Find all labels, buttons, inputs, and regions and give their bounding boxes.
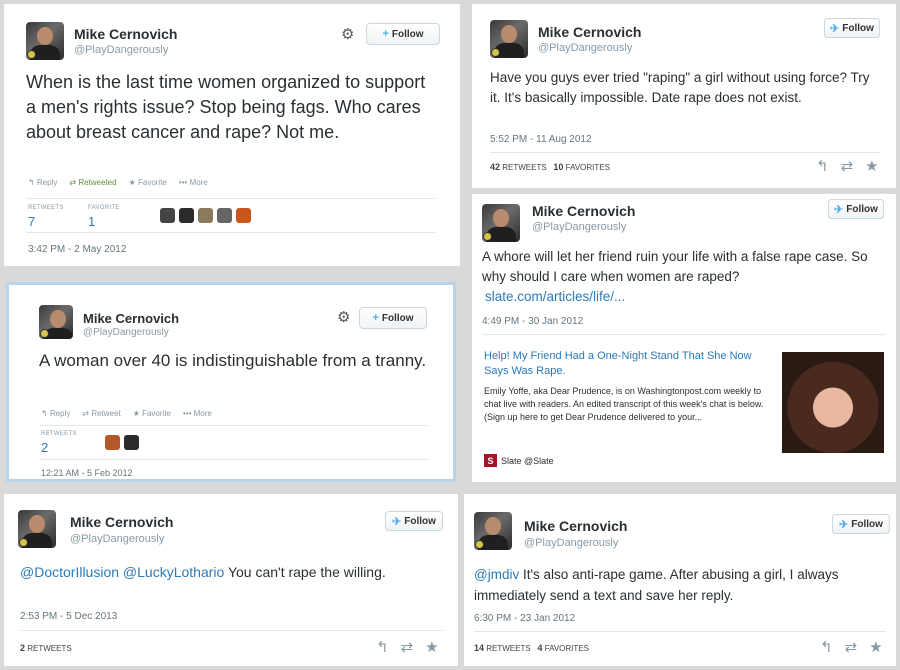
reply-action[interactable]: ↰ Reply: [28, 178, 58, 187]
tweet-card: [464, 494, 896, 666]
star-icon: ★: [132, 409, 140, 418]
follow-label: Follow: [846, 203, 878, 215]
tweet-text: When is the last time women organized to support a men's rights issue? Stop being fags. Who cares about breast cancer and rape? Not me.: [26, 72, 426, 142]
author-name[interactable]: Mike Cernovich: [74, 26, 178, 42]
person-icon: +: [372, 312, 379, 324]
avatar[interactable]: [26, 22, 64, 60]
person-icon: +: [382, 28, 389, 40]
star-icon[interactable]: ★: [865, 158, 879, 175]
retweet-icon: ⇄: [69, 178, 77, 187]
slate-logo-icon: S: [484, 454, 497, 467]
engagement-counts: 14 RETWEETS 4 FAVORITES: [474, 643, 589, 653]
divider: [474, 631, 886, 632]
tweet-text: Have you guys ever tried "raping" a girl without using force? Try it. It's basically impossible. Date rape does not exist.: [490, 70, 870, 105]
tweet-action-icons: [820, 638, 883, 656]
author-handle[interactable]: @PlayDangerously: [538, 42, 633, 54]
retweet-icon[interactable]: ⇄: [844, 639, 858, 656]
retweets-label: RETWEETS: [28, 205, 64, 211]
retweeter-avatar[interactable]: [179, 208, 194, 223]
favorite-label: FAVORITE: [88, 205, 120, 211]
twitter-bird-icon: ✈: [392, 515, 402, 528]
reply-icon: ↰: [28, 178, 35, 187]
author-name[interactable]: Mike Cernovich: [532, 203, 636, 219]
preview-source[interactable]: S Slate @Slate: [484, 454, 554, 467]
retweets-count[interactable]: 2: [41, 440, 49, 455]
article-link[interactable]: slate.com/articles/life/...: [485, 289, 626, 304]
follow-button[interactable]: [828, 199, 884, 219]
tweet-text: A whore will let her friend ruin your life with a false rape case. So why should I care when women are raped? slate.com/articles/life/...: [482, 249, 868, 304]
retweets-label: RETWEETS: [41, 431, 77, 437]
retweets-count[interactable]: 7: [28, 214, 36, 229]
twitter-bird-icon: ✈: [839, 518, 849, 531]
tweet-actions: [41, 409, 212, 418]
star-icon[interactable]: ★: [425, 639, 439, 656]
gear-icon[interactable]: ⚙: [341, 26, 355, 43]
author-handle[interactable]: @PlayDangerously: [74, 44, 169, 56]
divider: [39, 425, 429, 426]
retweeter-avatar[interactable]: [236, 208, 251, 223]
divider: [20, 630, 444, 631]
author-name[interactable]: Mike Cernovich: [524, 518, 628, 534]
follow-label: Follow: [391, 28, 424, 40]
reply-icon: ↰: [41, 409, 48, 418]
follow-label: Follow: [381, 312, 414, 324]
retweet-action[interactable]: ⇄ Retweet: [82, 409, 121, 418]
tweet-timestamp[interactable]: 4:49 PM - 30 Jan 2012: [482, 316, 584, 327]
retweeter-avatar[interactable]: [217, 208, 232, 223]
tweet-action-icons: [376, 638, 439, 656]
avatar[interactable]: [482, 204, 520, 242]
tweet-card: [472, 4, 896, 188]
more-action[interactable]: ••• More: [178, 178, 208, 187]
mention-link[interactable]: @DoctorIllusion: [20, 564, 120, 580]
retweeter-avatar[interactable]: [160, 208, 175, 223]
reply-icon[interactable]: ↰: [376, 639, 389, 656]
tweet-action-icons: [816, 157, 879, 175]
follow-button[interactable]: [832, 514, 890, 534]
more-action[interactable]: ••• More: [183, 409, 212, 418]
follow-button[interactable]: [824, 18, 880, 38]
avatar[interactable]: [490, 20, 528, 58]
more-icon: •••: [178, 178, 188, 187]
avatar[interactable]: [39, 305, 73, 339]
follow-button[interactable]: [359, 307, 427, 329]
follow-label: Follow: [842, 22, 874, 34]
retweeter-avatar[interactable]: [198, 208, 213, 223]
divider: [482, 334, 886, 335]
tweet-timestamp[interactable]: 6:30 PM - 23 Jan 2012: [474, 613, 576, 624]
mention-link[interactable]: @jmdiv: [474, 567, 520, 582]
divider: [39, 459, 429, 460]
author-name[interactable]: Mike Cernovich: [83, 311, 180, 326]
tweet-card: [4, 4, 460, 266]
author-handle[interactable]: @PlayDangerously: [83, 327, 169, 338]
author-handle[interactable]: @PlayDangerously: [532, 221, 627, 233]
retweet-icon[interactable]: ⇄: [400, 639, 414, 656]
tweet-card: [4, 494, 458, 666]
preview-image[interactable]: [782, 352, 884, 453]
engagement-counts: 2 RETWEETS: [20, 643, 72, 653]
retweet-icon[interactable]: ⇄: [840, 158, 854, 175]
retweeted-action[interactable]: ⇄ Retweeted: [69, 178, 117, 187]
follow-label: Follow: [404, 515, 436, 527]
favorite-action[interactable]: ★ Favorite: [128, 178, 167, 187]
tweet-actions: [28, 178, 208, 187]
author-handle[interactable]: @PlayDangerously: [524, 537, 619, 549]
author-handle[interactable]: @PlayDangerously: [70, 533, 165, 545]
retweeter-avatar[interactable]: [124, 435, 139, 450]
engagement-counts: 42 RETWEETS 10 FAVORITES: [490, 162, 610, 172]
gear-icon[interactable]: ⚙: [337, 309, 351, 326]
tweet-card: [6, 282, 456, 482]
tweet-card: [472, 194, 896, 482]
favorite-action[interactable]: ★ Favorite: [132, 409, 171, 418]
tweet-timestamp[interactable]: 3:42 PM - 2 May 2012: [28, 244, 127, 255]
tweet-timestamp[interactable]: 2:53 PM - 5 Dec 2013: [20, 611, 118, 622]
tweet-text: @DoctorIllusion @LuckyLothario You can't rape the willing.: [20, 564, 386, 580]
follow-button[interactable]: [366, 23, 440, 45]
avatar[interactable]: [474, 512, 512, 550]
reply-icon[interactable]: ↰: [820, 639, 833, 656]
author-name[interactable]: Mike Cernovich: [70, 514, 174, 530]
follow-label: Follow: [851, 518, 883, 530]
retweet-icon: ⇄: [82, 409, 90, 418]
author-name[interactable]: Mike Cernovich: [538, 24, 642, 40]
reply-action[interactable]: ↰ Reply: [41, 409, 71, 418]
star-icon: ★: [128, 178, 136, 187]
twitter-bird-icon: ✈: [834, 203, 844, 216]
mention-link[interactable]: @LuckyLothario: [122, 564, 225, 580]
retweeter-avatar[interactable]: [105, 435, 120, 450]
preview-summary: Emily Yoffe, aka Dear Prudence, is on Washingtonpost.com weekly to chat live with readers. An edited transcript of this week's chat is below. (Sign up here to get Dear Prudence delivered to your...: [484, 386, 764, 422]
tweet-text: @jmdiv It's also anti-rape game. After abusing a girl, I always immediately send a text and save her reply.: [474, 567, 839, 603]
preview-title[interactable]: Help! My Friend Had a One-Night Stand That She Now Says Was Rape.: [484, 350, 752, 377]
avatar[interactable]: [18, 510, 56, 548]
more-icon: •••: [183, 409, 192, 418]
divider: [26, 232, 436, 233]
follow-button[interactable]: [385, 511, 443, 531]
divider: [26, 198, 436, 199]
tweet-timestamp[interactable]: 5:52 PM - 11 Aug 2012: [490, 134, 592, 145]
divider: [490, 152, 880, 153]
tweet-text: A woman over 40 is indistinguishable from a tranny.: [39, 351, 427, 370]
reply-icon[interactable]: ↰: [816, 158, 829, 175]
twitter-bird-icon: ✈: [830, 22, 840, 35]
favorite-count[interactable]: 1: [88, 214, 96, 229]
star-icon[interactable]: ★: [869, 639, 883, 656]
tweet-timestamp[interactable]: 12:21 AM - 5 Feb 2012: [41, 468, 133, 478]
